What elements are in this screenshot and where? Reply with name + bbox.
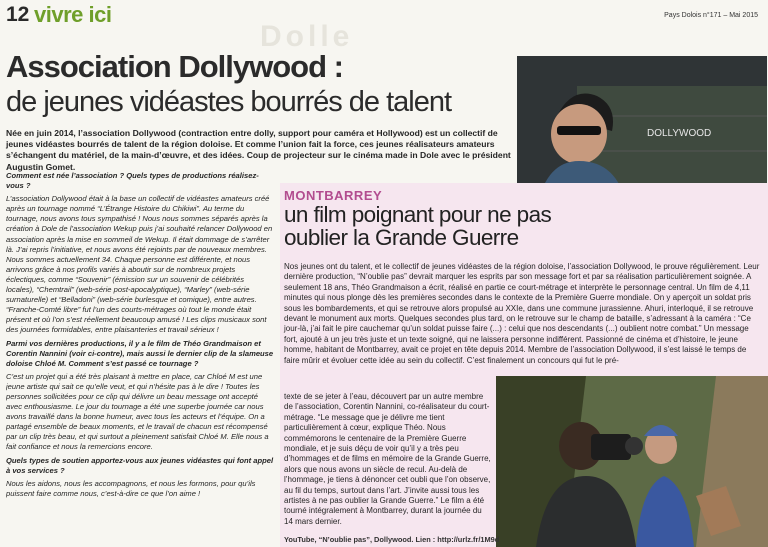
video-link: YouTube, “N’oublie pas”, Dollywood. Lien : http://urlz.fr/1M9d [284,535,500,544]
interview-column [6,171,274,545]
side-article-body: Nos jeunes ont du talent, et le collectif de jeunes vidéastes de la région doloise, l’association Dollywood, le prouve régulièrement. Leur dernière production, “N’oublie pas” devrait marquer les esprits par son message fort et par sa réalisation particulièrement soignée. A seulement 18 ans, Théo Grandmaison a écrit, réalisé en partie ce court-métrage et interprète le personnage central. Un film de 4,11 minutes qui nous plonge dès les premières secondes dans le contexte de la Première Guerre mondiale. On y aperçoit un soldat pris sous les bombardements, et qui se retrouve alors propulsé au XXIe, dans une commune jurassienne. Ahuri, interloqué, il se retrouve devant le monument aux morts. Quelques secondes plus tard, on le retrouve sur le champ de bataille, s’adressant à la caméra : “Ce jour-là, j’ai fait le pire cauchemar qu’un soldat puisse faire (...) : celui que nos descendants (...) oublient notre combat.” Un message fort, ajouté à un jeu très juste et un texte soigné, qui ne laissera personne indifférent. Passionné de cinéma et d’histoire, le jeune homme, habitant de Montbarrey, avait ce projet en tête depuis 2014. Membre de l’association Dollywood, il s’est laissé le temps de faire mûrir et évoluer cette idée au sein du collectif. C’est finalement un concours qui fut le pré- [284,262,760,365]
article-subtitle: de jeunes vidéastes bourrés de talent [6,86,452,118]
issue-label: Pays Dolois n°171 – Mai 2015 [664,12,758,19]
side-article-title: un film poignant pour ne pas oublier la Grande Guerre [284,202,552,250]
section-title: vivre ici [34,2,112,27]
side-article-body-continued: texte de se jeter à l’eau, découvert par un autre membre de l’association, Corentin Nannini, co-réalisateur du court-métrage. “Le message que je délivre me tient particulièrement à cœur, explique Théo. Nous commémorons le centenaire de la Première Guerre mondiale, et je suis déçu de voir qu’il y a très peu d’hommages et de films en mémoire de la Grande Guerre, alors que nous avons un siècle de recul. Au-delà de l’hommage, je tiens à dénoncer cet oubli que l’on observe, au fil du temps, surtout dans l’art. J’invite aussi tous les artistes à ne pas oublier la Grande Guerre.” Le film a été tourné intégralement à Montbarrey, durant la journée du 14 mars dernier. [284,392,491,526]
side-article-kicker: MONTBARREY [284,188,383,203]
question-2: Parmi vos dernières productions, il y a le film de Théo Grandmaison et Corentin Nannini (voir ci-contre), mais aussi le dernier clip de la slameuse doloise Chloé M. Comment s’est passé ce tournage ? [6,338,274,368]
ghost-headline: Dolle [260,20,354,52]
answer-2: C’est un projet qui a été très plaisant à mettre en place, car Chloé M est une jeune artiste qui sait ce qu’elle veut, et qui n’hésite pas à le dire ! Toutes les personnes sollicitées pour ce clip qui délivre un beau message ont accepté avec enthousiasme. Le jour du tournage a été une superbe journée car nous avons travaillé dans la bonne humeur, avec tous les acteurs et l’équipe. On a partagé ensemble de beaux moments, et le travail de chacun est récompensé par un clip très beau, et qui surtout a pleinement satisfait Chloé M. Elle nous a fait confiance et nous la remercions encore. [6,371,269,452]
article-intro: Née en juin 2014, l’association Dollywood (contraction entre dolly, support pour caméra et Hollywood) est un collectif de jeunes vidéastes bourrés de talent de la région doloise. Et comme l’union fait la force, ces jeunes réalisateurs amateurs s’échangent du matériel, de la main-d’œuvre, et des idées. Coup de projecteur sur le cinéma made in Dole avec le président Augustin Gomet. [6,128,511,172]
answer-1: L’association Dollywood était à la base un collectif de vidéastes amateurs créé après un tournage nommé “L’Étrange Histoire du Chikiwi”. Au terme du tournage, nous avons tous sympathisé ! Nous nous sommes séparés après la création à Dole de l’association Wekup puis j’ai souhaité relancer Dollywood en association après la mise en sommeil de Wekup. Il était dommage de s’arrêter là. J’ai repris l’initiative, et nous avons été rejoints par de nouveaux membres. Nous sommes actuellement 34. Chaque personne est différente, et nous arrivons grâce à nos profils variés à aboutir sur de nombreux projets éclectiques, comme “Souvenir” (émission sur un souvenir de célébrités locales), “Chemtrail” (web-série post-apocalyptique), “Marley” (web-série surnaturelle) et “Belladoni” (web-série burlesque et comique), entre autres. “Franche-Comté libre” fut l’un des courts-métrages où tout le monde était présent et où l’on s’est réellement beaucoup amusé ! Les clips musicaux sont des journées formidables, entre plaisanteries et travail sérieux ! [6,194,273,335]
article-title: Association Dollywood : [6,49,343,84]
filming-illustration [496,376,768,547]
question-3: Quels types de soutien apportez-vous aux jeunes vidéastes qui font appel à vos services ? [6,455,274,475]
answer-3: Nous les aidons, nous les accompagnons, et nous les formons, pour qu’ils puissent faire comme nous, c’est-à-dire ce que l’on aime ! [6,478,256,498]
filming-photo [496,376,768,547]
page-number: 12 [6,3,30,26]
board-text: DOLLYWOOD [647,128,712,139]
question-1: Comment est née l’association ? Quels types de productions réalisez-vous ? [6,171,259,191]
